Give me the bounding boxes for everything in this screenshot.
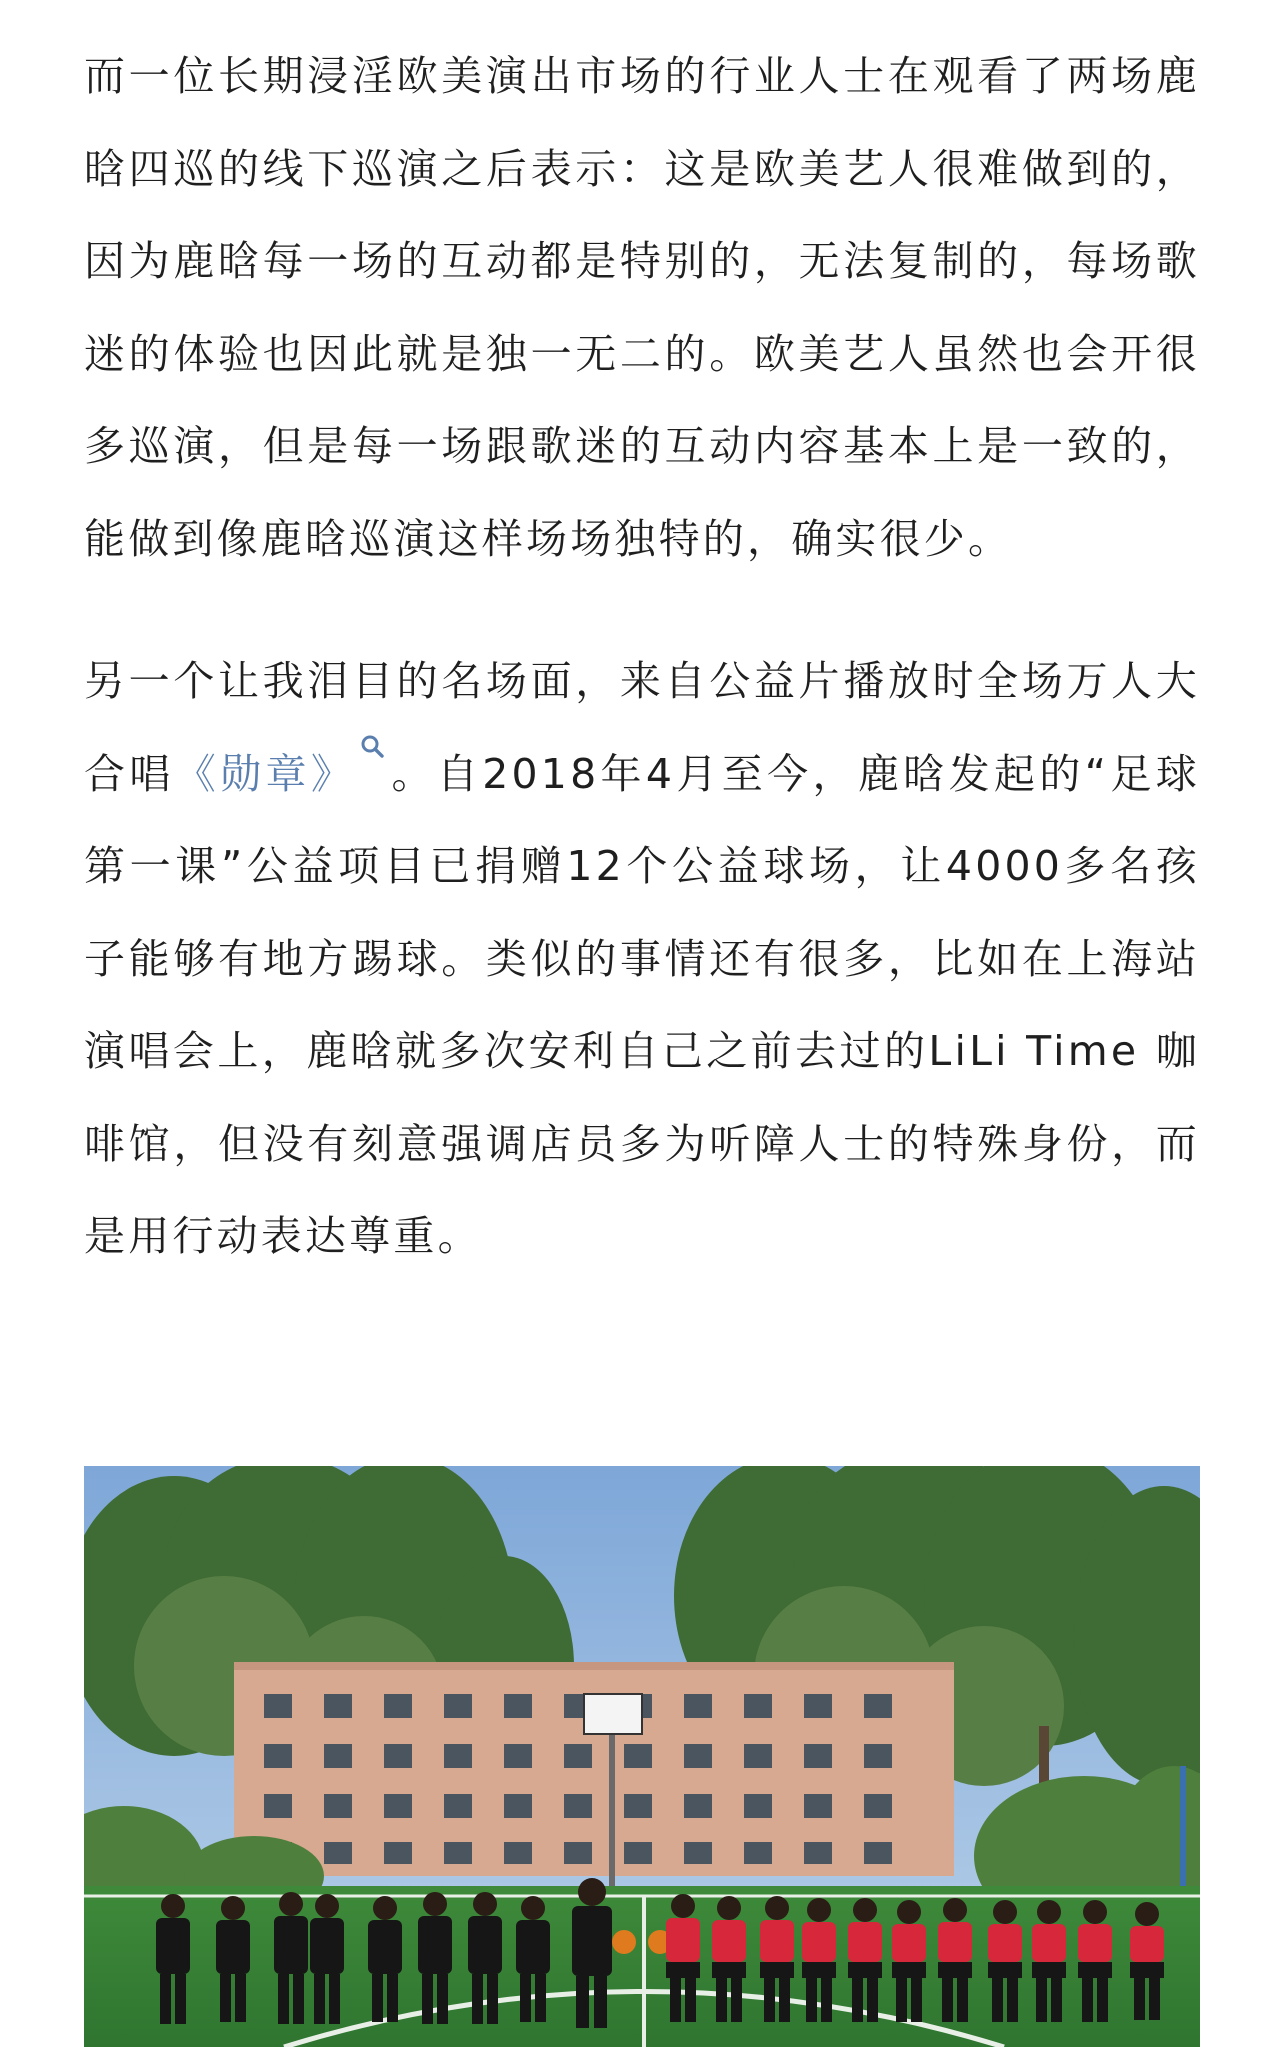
song-link[interactable]: 《勋章》 xyxy=(174,749,357,798)
article-body xyxy=(84,30,1200,1283)
paragraph-2 xyxy=(84,635,1200,1283)
paragraph-2-text-before-link: 另一个让我泪目的名场面，来自公益片播放时全场万人大合唱 xyxy=(84,657,1200,798)
paragraph-2-text-after-link: 。自2018年4月至今，鹿晗发起的“足球第一课”公益项目已捐赠12个公益球场，让4000多名孩子能够有地方踢球。类似的事情还有很多，比如在上海站演唱会上，鹿晗就多次安利自己之前去过的LiLi Time 咖啡馆，但没有刻意强调店员多为听障人士的特殊身份，而是用行动表达尊重。 xyxy=(84,749,1200,1260)
paragraph-1: 而一位长期浸淫欧美演出市场的行业人士在观看了两场鹿晗四巡的线下巡演之后表示：这是欧美艺人很难做到的，因为鹿晗每一场的互动都是特别的，无法复制的，每场歌迷的体验也因此就是独一无二的。欧美艺人虽然也会开很多巡演，但是每一场跟歌迷的互动内容基本上是一致的，能做到像鹿晗巡演这样场场独特的，确实很少。 xyxy=(84,52,1200,563)
search-icon[interactable] xyxy=(356,728,390,772)
article-photo-kids-football-field xyxy=(84,1466,1200,2047)
